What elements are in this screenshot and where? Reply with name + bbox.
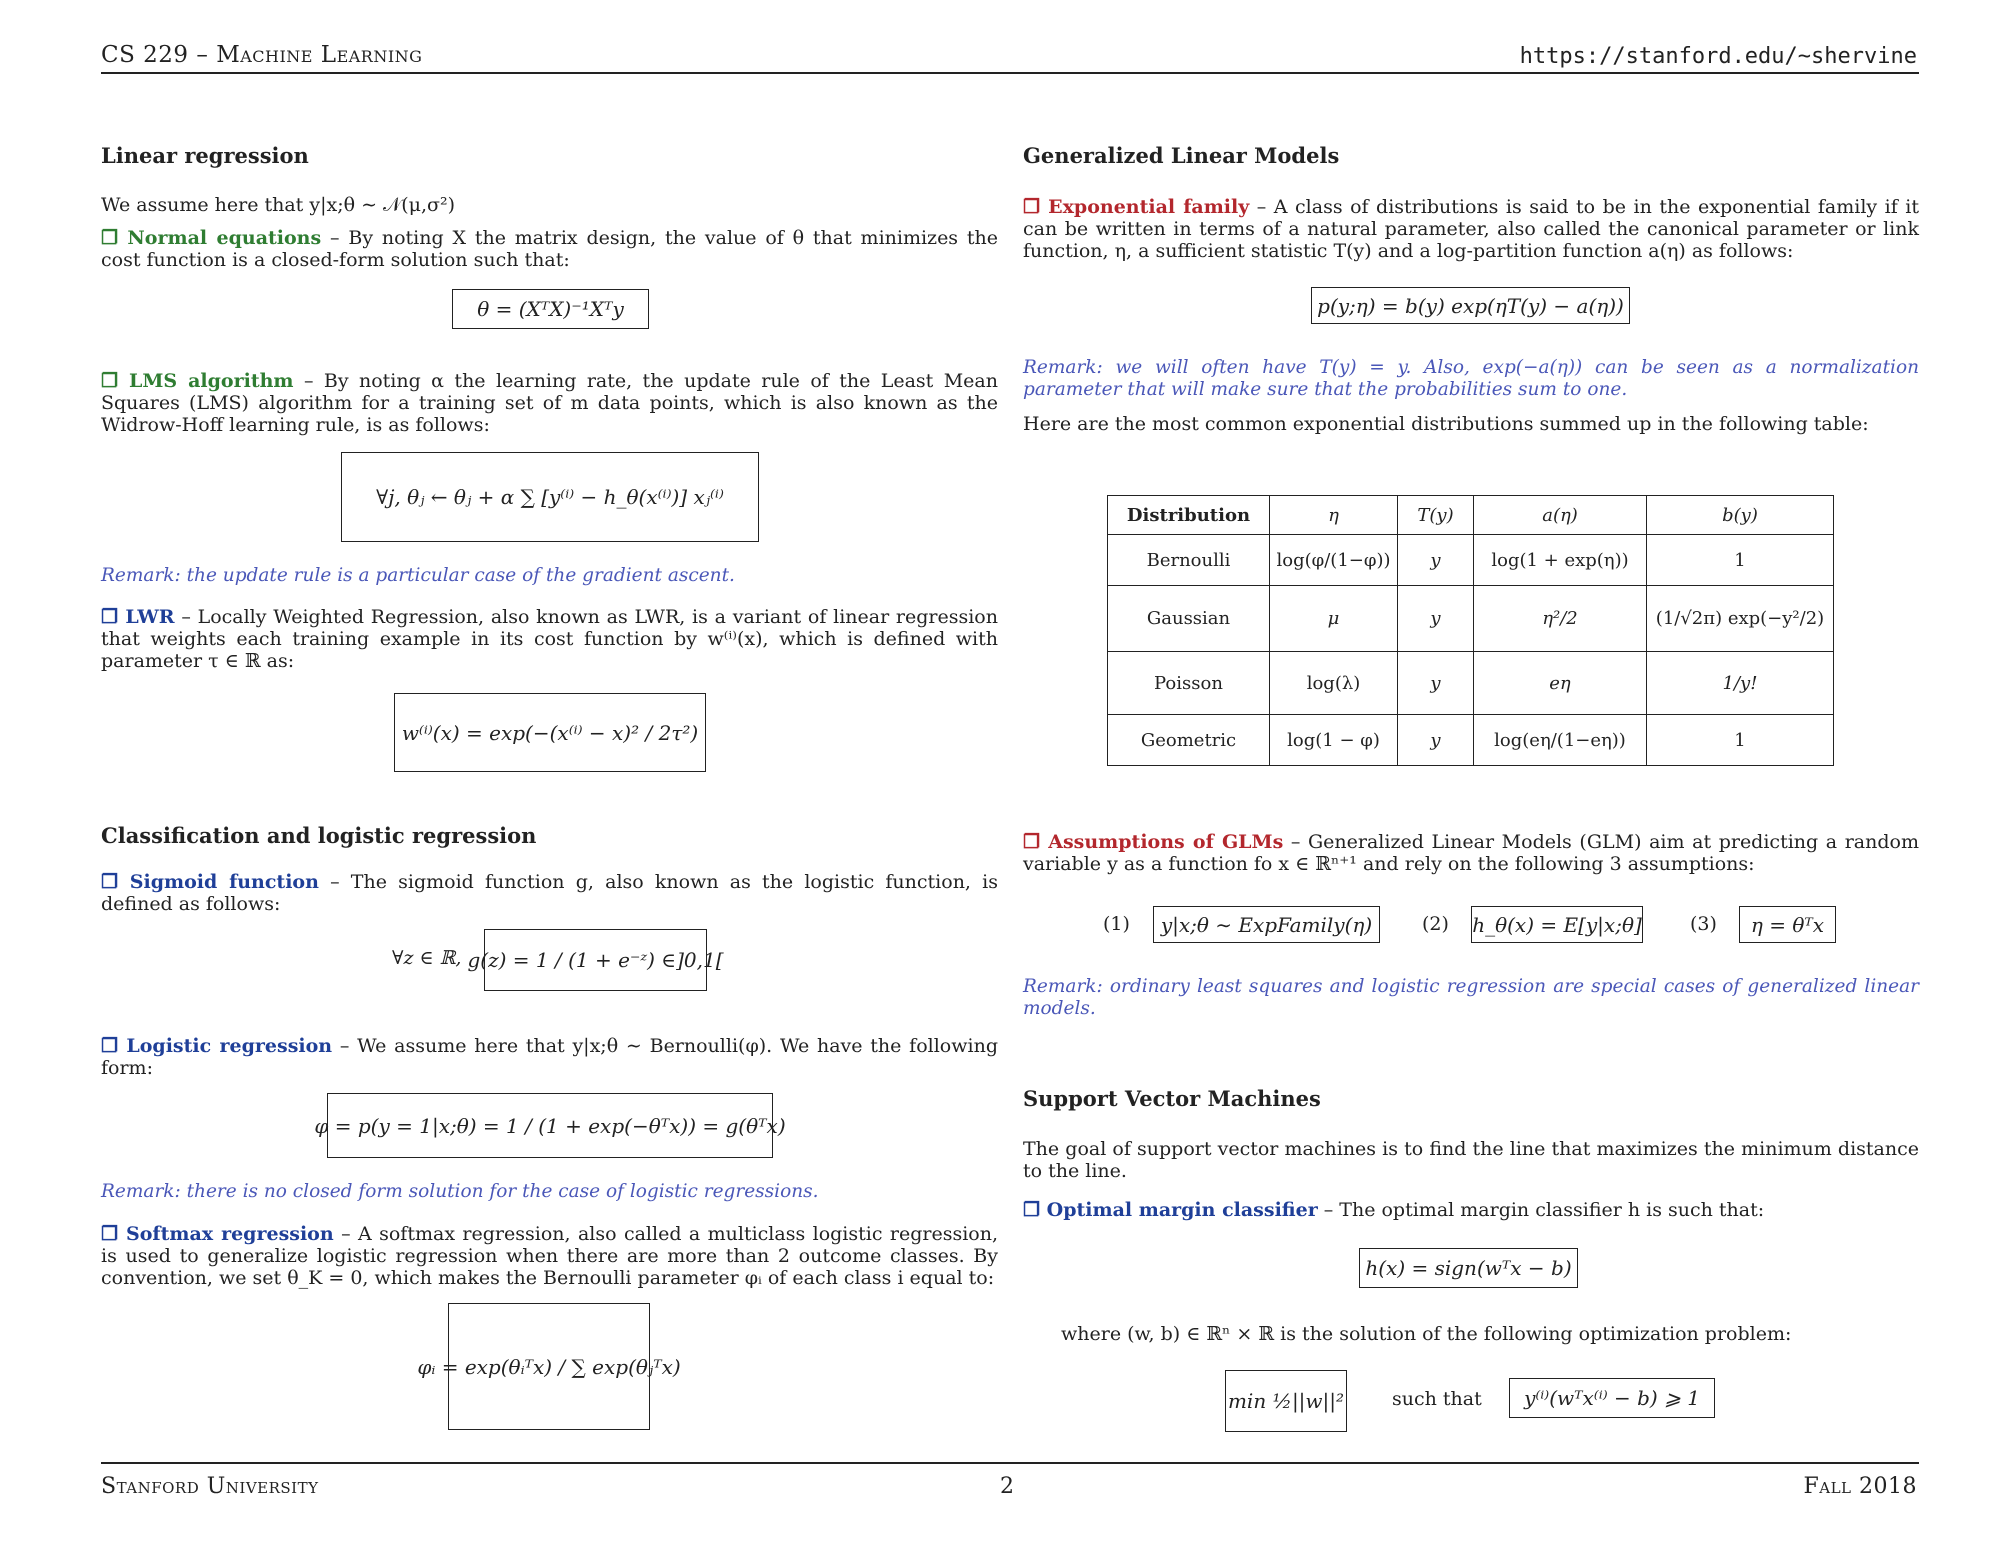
assumption-2-formula: h_θ(x) = E[y|x;θ] bbox=[1472, 912, 1642, 937]
softmax-term: ❐ Softmax regression bbox=[101, 1223, 334, 1245]
section-title-linear-regression: Linear regression bbox=[101, 143, 309, 168]
assumptions-text: – Generalized Linear Models (GLM) aim at predicting a random variable y as a function fo x ∈ ℝⁿ⁺¹ and rely on the following 3 assumptions: bbox=[1023, 831, 1919, 875]
logreg-formula: φ = p(y = 1|x;θ) = 1 / (1 + exp(−θᵀx)) = g(θᵀx) bbox=[314, 1113, 786, 1138]
section-title-glm: Generalized Linear Models bbox=[1023, 143, 1340, 168]
normal-equations-formula-box bbox=[452, 289, 649, 329]
normal-equations-paragraph bbox=[101, 227, 998, 271]
footer-university: Stanford University bbox=[101, 1474, 319, 1499]
table-header-cell: b(y) bbox=[1647, 496, 1834, 535]
table-cell: log(φ/(1−φ)) bbox=[1270, 535, 1398, 586]
table-cell: η²/2 bbox=[1474, 586, 1647, 652]
linreg-intro: We assume here that y|x;θ ∼ 𝒩(μ,σ²) bbox=[101, 194, 456, 216]
lms-text: – By noting α the learning rate, the update rule of the Least Mean Squares (LMS) algorithm for a training set of m data points, which is also known as the Widrow-Hoff learning rule, is as follows: bbox=[101, 370, 998, 436]
header-url[interactable]: https://stanford.edu/~shervine bbox=[1519, 44, 1917, 69]
lwr-text: – Locally Weighted Regression, also known as LWR, is a variant of linear regression that weights each training example in its cost function by w⁽ⁱ⁾(x), which is defined with parameter τ ∈ ℝ as: bbox=[101, 606, 998, 672]
logreg-formula-box bbox=[314, 1093, 786, 1158]
footer-term: Fall 2018 bbox=[1803, 1474, 1917, 1499]
table-row bbox=[1108, 652, 1834, 715]
table-cell: 1/y! bbox=[1647, 652, 1834, 715]
table-cell: y bbox=[1398, 535, 1474, 586]
table-cell: y bbox=[1398, 586, 1474, 652]
omc-formula-box bbox=[1359, 1248, 1578, 1288]
footer-rule bbox=[101, 1462, 1919, 1464]
omc-formula: h(x) = sign(wᵀx − b) bbox=[1365, 1256, 1572, 1280]
table-header-row bbox=[1108, 496, 1834, 535]
assumption-3-formula: η = θᵀx bbox=[1750, 912, 1825, 937]
logreg-paragraph bbox=[101, 1035, 998, 1079]
expfam-term: ❐ Exponential family bbox=[1023, 196, 1250, 218]
expfam-formula-box bbox=[1311, 287, 1630, 324]
table-cell: eη bbox=[1474, 652, 1647, 715]
lms-paragraph bbox=[101, 370, 998, 436]
omc-text: – The optimal margin classifier h is such that: bbox=[1317, 1199, 1765, 1221]
svm-constraint: y⁽ⁱ⁾(wᵀx⁽ⁱ⁾ − b) ⩾ 1 bbox=[1524, 1386, 1700, 1410]
table-row bbox=[1108, 535, 1834, 586]
lms-formula-box bbox=[341, 452, 759, 542]
table-header-cell: Distribution bbox=[1108, 496, 1270, 535]
table-cell: log(1 − φ) bbox=[1270, 715, 1398, 766]
lwr-formula: w⁽ⁱ⁾(x) = exp(−(x⁽ⁱ⁾ − x)² / 2τ²) bbox=[401, 720, 699, 745]
header-rule bbox=[101, 72, 1919, 74]
expfam-text: – A class of distributions is said to be in the exponential family if it can be written in terms of a natural parameter, also called the canonical parameter or link function, η, a sufficient statistic T(y) and a log-partition function a(η) as follows: bbox=[1023, 196, 1919, 262]
sigmoid-prefix: ∀z ∈ ℝ, bbox=[392, 947, 462, 969]
table-cell: (1/√2π) exp(−y²/2) bbox=[1647, 586, 1834, 652]
assumption-2-number: (2) bbox=[1422, 913, 1449, 935]
assumption-3-number: (3) bbox=[1690, 913, 1717, 935]
softmax-text: – A softmax regression, also called a multiclass logistic regression, is used to generalize logistic regression when there are more than 2 outcome classes. By convention, we set θ_K = 0, which makes the Bernoulli parameter φᵢ of each class i equal to: bbox=[101, 1223, 998, 1289]
svm-intro: The goal of support vector machines is to find the line that maximizes the minimum distance to the line. bbox=[1023, 1138, 1919, 1182]
table-cell: y bbox=[1398, 652, 1474, 715]
lwr-term: ❐ LWR bbox=[101, 606, 175, 628]
svm-constraint-box bbox=[1509, 1378, 1715, 1418]
sigmoid-paragraph bbox=[101, 871, 998, 915]
omc-term: ❐ Optimal margin classifier bbox=[1023, 1199, 1318, 1221]
lwr-paragraph bbox=[101, 606, 998, 672]
table-cell: μ bbox=[1270, 586, 1398, 652]
svm-where-text: where (w, b) ∈ ℝⁿ × ℝ is the solution of the following optimization problem: bbox=[1061, 1323, 1792, 1345]
svm-such-that: such that bbox=[1392, 1388, 1482, 1410]
softmax-formula: φᵢ = exp(θᵢᵀx) / ∑ exp(θⱼᵀx) bbox=[417, 1354, 681, 1379]
logreg-term: ❐ Logistic regression bbox=[101, 1035, 333, 1057]
assumption-2-box bbox=[1471, 906, 1643, 943]
glm-remark: Remark: ordinary least squares and logistic regression are special cases of generalized linear models. bbox=[1023, 976, 1919, 1019]
table-cell: 1 bbox=[1647, 535, 1834, 586]
normal-equations-term: ❐ Normal equations bbox=[101, 227, 322, 249]
distribution-table bbox=[1107, 495, 1834, 766]
assumption-1-box bbox=[1153, 906, 1380, 943]
svm-min-formula: min ½||w||² bbox=[1227, 1389, 1345, 1413]
logreg-text: – We assume here that y|x;θ ∼ Bernoulli(φ). We have the following form: bbox=[101, 1035, 998, 1079]
table-header-cell: η bbox=[1270, 496, 1398, 535]
assumption-1-number: (1) bbox=[1103, 913, 1130, 935]
assumptions-paragraph bbox=[1023, 831, 1919, 875]
lms-term: ❐ LMS algorithm bbox=[101, 370, 294, 392]
lms-formula: ∀j, θⱼ ← θⱼ + α ∑ [y⁽ⁱ⁾ − h_θ(x⁽ⁱ⁾)] xⱼ⁽ⁱ⁾ bbox=[376, 485, 724, 509]
svm-min-box bbox=[1225, 1370, 1347, 1432]
logreg-remark: Remark: there is no closed form solution for the case of logistic regressions. bbox=[101, 1181, 819, 1202]
normal-equations-text: – By noting X the matrix design, the value of θ that minimizes the cost function is a closed-form solution such that: bbox=[101, 227, 999, 271]
table-header-cell: T(y) bbox=[1398, 496, 1474, 535]
assumptions-term: ❐ Assumptions of GLMs bbox=[1023, 831, 1284, 853]
section-title-classification: Classification and logistic regression bbox=[101, 823, 537, 848]
assumption-3-box bbox=[1739, 906, 1836, 943]
assumption-1-formula: y|x;θ ∼ ExpFamily(η) bbox=[1160, 912, 1373, 937]
table-cell: log(λ) bbox=[1270, 652, 1398, 715]
sigmoid-formula: g(z) = 1 / (1 + e⁻ᶻ) ∈]0,1[ bbox=[467, 948, 724, 972]
header-course-title: CS 229 – Machine Learning bbox=[101, 42, 423, 68]
lwr-formula-box bbox=[394, 693, 706, 772]
table-row bbox=[1108, 586, 1834, 652]
expfam-formula: p(y;η) = b(y) exp(ηT(y) − a(η)) bbox=[1317, 293, 1624, 318]
table-cell: 1 bbox=[1647, 715, 1834, 766]
distribution-table-wrapper bbox=[1107, 495, 1834, 766]
expfam-remark: Remark: we will often have T(y) = y. Also, exp(−a(η)) can be seen as a normalization parameter that will make sure that the probabilities sum to one. bbox=[1023, 357, 1919, 400]
table-cell: Gaussian bbox=[1108, 586, 1270, 652]
normal-equations-formula: θ = (XᵀX)⁻¹Xᵀy bbox=[477, 297, 624, 321]
table-cell: Geometric bbox=[1108, 715, 1270, 766]
softmax-formula-box bbox=[417, 1303, 681, 1430]
table-cell: log(eη/(1−eη)) bbox=[1474, 715, 1647, 766]
table-cell: Poisson bbox=[1108, 652, 1270, 715]
table-header-cell: a(η) bbox=[1474, 496, 1647, 535]
sigmoid-term: ❐ Sigmoid function bbox=[101, 871, 319, 893]
table-cell: y bbox=[1398, 715, 1474, 766]
section-title-svm: Support Vector Machines bbox=[1023, 1086, 1321, 1111]
footer-page-number: 2 bbox=[1000, 1474, 1014, 1499]
omc-paragraph bbox=[1023, 1199, 1919, 1221]
expfam-paragraph bbox=[1023, 196, 1919, 262]
lms-remark: Remark: the update rule is a particular case of the gradient ascent. bbox=[101, 565, 735, 586]
table-intro: Here are the most common exponential distributions summed up in the following table: bbox=[1023, 413, 1869, 435]
softmax-paragraph bbox=[101, 1223, 998, 1289]
sigmoid-text: – The sigmoid function g, also known as the logistic function, is defined as follows: bbox=[101, 871, 998, 915]
table-row bbox=[1108, 715, 1834, 766]
sigmoid-formula-box bbox=[467, 929, 724, 991]
table-cell: log(1 + exp(η)) bbox=[1474, 535, 1647, 586]
table-cell: Bernoulli bbox=[1108, 535, 1270, 586]
